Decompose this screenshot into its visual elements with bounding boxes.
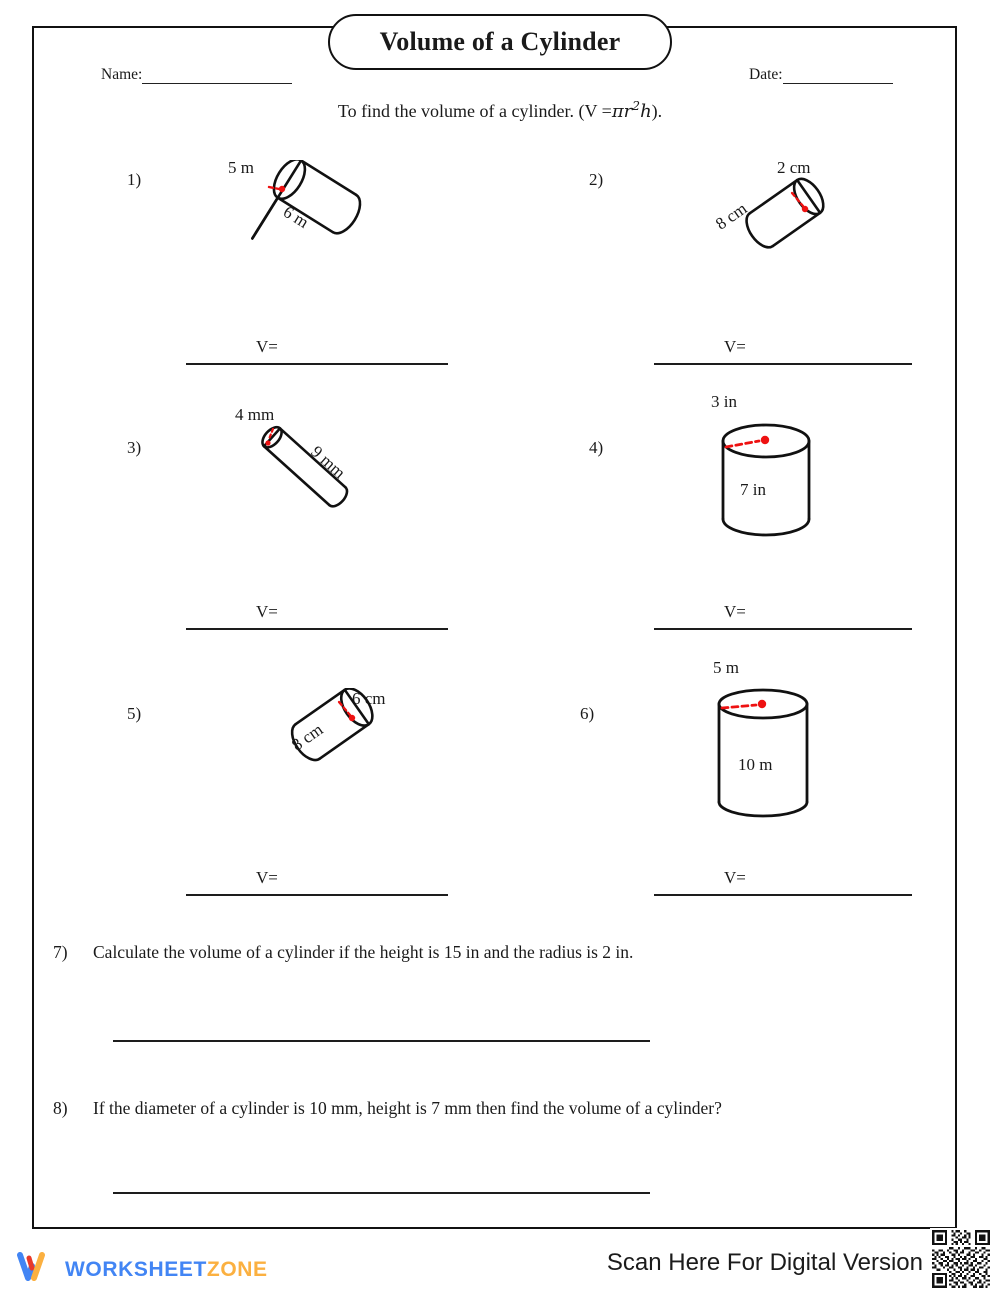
answer-label-6: V=	[724, 868, 746, 887]
name-field[interactable]	[101, 66, 292, 84]
problem-2-figure	[700, 175, 840, 290]
worksheetzone-mark-icon	[16, 1252, 56, 1287]
formula-pi: π	[611, 101, 624, 122]
problem-number-3: 3)	[127, 438, 142, 457]
page-title: Volume of a Cylinder	[379, 27, 621, 56]
name-input-rule[interactable]	[142, 83, 292, 84]
worksheetzone-wordmark	[65, 1258, 268, 1282]
word-problem-8-text: If the diameter of a cylinder is 10 mm, height is 7 mm then find the volume of a cylinder?	[93, 1098, 722, 1118]
problem-number-2: 2)	[589, 170, 604, 189]
problem-2-height-label: 8 cm	[712, 198, 751, 234]
problem-3-height-label: 9 mm	[307, 442, 350, 483]
word-problem-7-text: Calculate the volume of a cylinder if the height is 15 in and the radius is 2 in.	[93, 942, 634, 962]
problem-4-radius-label: 3 in	[711, 392, 737, 411]
date-input-rule[interactable]	[783, 83, 893, 84]
volume-formula	[612, 101, 652, 122]
word-problem-8-number: 8)	[53, 1098, 68, 1118]
worksheetzone-logo[interactable]	[16, 1252, 268, 1287]
word-problem-8-answer-line[interactable]	[113, 1192, 650, 1194]
problem-1-height-label: 6 m	[279, 202, 313, 232]
problem-4-height-label: 7 in	[740, 480, 766, 499]
qr-code[interactable]	[930, 1228, 992, 1290]
problem-5-height-label: 8 cm	[288, 719, 327, 755]
problem-3-radius-label: 4 mm	[235, 405, 275, 424]
answer-line-6[interactable]	[654, 894, 912, 896]
problem-2-radius-label: 2 cm	[777, 158, 811, 177]
answer-line-3[interactable]	[186, 628, 448, 630]
answer-line-2[interactable]	[654, 363, 912, 365]
answer-label-2: V=	[724, 337, 746, 356]
scan-instruction-text: Scan Here For Digital Version	[606, 1249, 923, 1276]
word-problem-7-answer-line[interactable]	[113, 1040, 650, 1042]
answer-label-5: V=	[256, 868, 278, 887]
answer-label-4: V=	[724, 602, 746, 621]
problem-number-4: 4)	[589, 438, 604, 457]
worksheet-title-badge	[328, 14, 672, 70]
answer-line-4[interactable]	[654, 628, 912, 630]
date-label: Date:	[749, 66, 783, 83]
name-label: Name:	[101, 66, 143, 83]
problem-6-radius-label: 5 m	[713, 658, 739, 677]
problem-1-figure	[245, 160, 395, 290]
answer-label-1: V=	[256, 337, 278, 356]
answer-line-1[interactable]	[186, 363, 448, 365]
date-field[interactable]	[749, 66, 893, 84]
formula-radius: r	[623, 101, 633, 122]
logo-text-secondary: ZONE	[206, 1257, 268, 1281]
problem-4-figure	[715, 415, 825, 550]
problem-5-radius-label: 6 cm	[352, 689, 386, 708]
instruction-suffix: ).	[651, 101, 663, 121]
answer-label-3: V=	[256, 602, 278, 621]
logo-text-primary: WORKSHEET	[65, 1257, 207, 1281]
problem-5-figure	[255, 688, 385, 803]
problem-1-radius-label: 5 m	[228, 158, 254, 177]
problem-number-6: 6)	[580, 704, 595, 723]
problem-number-1: 1)	[127, 170, 142, 189]
formula-height: h	[640, 101, 652, 122]
instruction-prefix: To find the volume of a cylinder. (V =	[337, 101, 612, 121]
answer-line-5[interactable]	[186, 894, 448, 896]
instruction-line	[0, 99, 1000, 122]
problem-6-height-label: 10 m	[738, 755, 773, 774]
word-problem-7-number: 7)	[53, 942, 68, 962]
problem-3-figure	[255, 422, 385, 547]
problem-number-5: 5)	[127, 704, 142, 723]
formula-exponent: 2	[632, 99, 641, 113]
